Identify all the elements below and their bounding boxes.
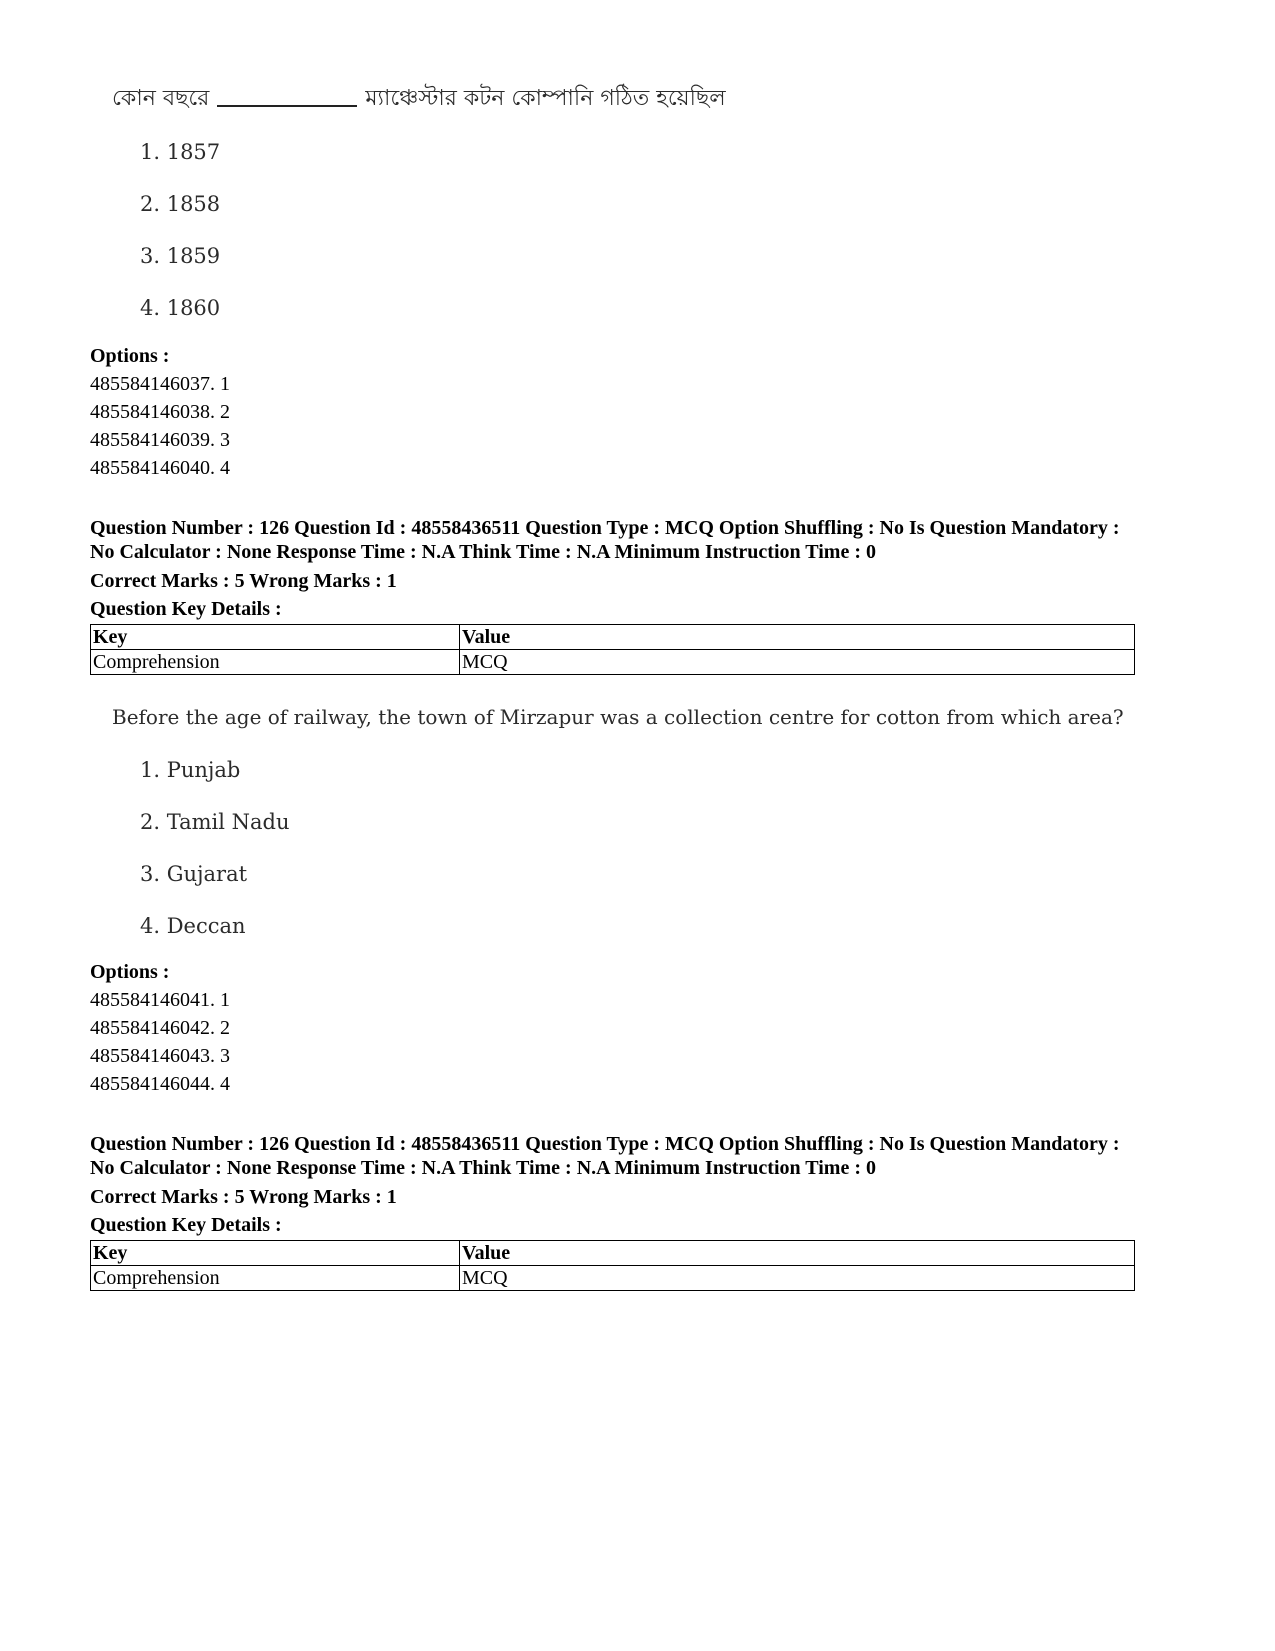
table-cell-key: Comprehension bbox=[91, 1266, 460, 1291]
option-item: 485584146038. 2 bbox=[90, 401, 230, 423]
question-3-meta bbox=[90, 1132, 1185, 1240]
question-1-choice: 4. 1860 bbox=[140, 296, 221, 320]
question-3-key-table bbox=[90, 1240, 1135, 1291]
question-1-text bbox=[112, 84, 726, 114]
question-1-choice: 3. 1859 bbox=[140, 244, 221, 268]
question-2-choices bbox=[112, 756, 1124, 940]
question-2-meta bbox=[90, 516, 1185, 624]
question-2-choice: 1. Punjab bbox=[140, 758, 241, 782]
question-1-choice: 1. 1857 bbox=[140, 140, 221, 164]
question-1-text-after: ম্যাঞ্চেস্টার কটন কোম্পানি গঠিত হয়েছিল bbox=[365, 86, 726, 111]
question-2-choice: 3. Gujarat bbox=[140, 862, 248, 886]
question-1-blank bbox=[217, 104, 357, 107]
question-meta-line-1: Question Number : 126 Question Id : 48558436511 Question Type : MCQ Option Shuffling : No Is Question Mandatory : bbox=[90, 517, 1120, 539]
question-key-details-label: Question Key Details : bbox=[90, 1214, 282, 1236]
table-header-row bbox=[91, 1241, 1135, 1266]
table-header-value: Value bbox=[460, 625, 1135, 650]
table-header-value: Value bbox=[460, 1241, 1135, 1266]
option-item: 485584146044. 4 bbox=[90, 1073, 230, 1095]
question-2-choice: 2. Tamil Nadu bbox=[140, 810, 290, 834]
question-1-text-before: কোন বছরে bbox=[112, 86, 210, 111]
option-item: 485584146040. 4 bbox=[90, 457, 230, 479]
table-header-row bbox=[91, 625, 1135, 650]
option-item: 485584146039. 3 bbox=[90, 429, 230, 451]
question-meta-line-1: Question Number : 126 Question Id : 48558436511 Question Type : MCQ Option Shuffling : No Is Question Mandatory : bbox=[90, 1133, 1120, 1155]
question-key-details-label: Question Key Details : bbox=[90, 598, 282, 620]
option-item: 485584146042. 2 bbox=[90, 1017, 230, 1039]
question-1-image bbox=[112, 84, 726, 322]
question-2-image bbox=[112, 702, 1124, 940]
table-row bbox=[91, 1266, 1135, 1291]
question-marks: Correct Marks : 5 Wrong Marks : 1 bbox=[90, 1186, 397, 1208]
question-1-options bbox=[90, 342, 230, 482]
options-label: Options : bbox=[90, 961, 170, 983]
question-2-text: Before the age of railway, the town of Mirzapur was a collection centre for cotton from which area? bbox=[112, 705, 1124, 729]
question-meta-line-2: No Calculator : None Response Time : N.A Think Time : N.A Minimum Instruction Time : 0 bbox=[90, 1157, 876, 1179]
question-1-choices bbox=[112, 138, 726, 322]
table-cell-value: MCQ bbox=[460, 650, 1135, 675]
table-cell-key: Comprehension bbox=[91, 650, 460, 675]
question-1-choice: 2. 1858 bbox=[140, 192, 221, 216]
option-item: 485584146041. 1 bbox=[90, 989, 230, 1011]
question-2-choice: 4. Deccan bbox=[140, 914, 246, 938]
question-2-options bbox=[90, 958, 230, 1098]
table-header-key: Key bbox=[91, 1241, 460, 1266]
question-meta-line-2: No Calculator : None Response Time : N.A Think Time : N.A Minimum Instruction Time : 0 bbox=[90, 541, 876, 563]
table-header-key: Key bbox=[91, 625, 460, 650]
options-label: Options : bbox=[90, 345, 170, 367]
question-marks: Correct Marks : 5 Wrong Marks : 1 bbox=[90, 570, 397, 592]
option-item: 485584146043. 3 bbox=[90, 1045, 230, 1067]
question-2-key-table bbox=[90, 624, 1135, 675]
option-item: 485584146037. 1 bbox=[90, 373, 230, 395]
table-row bbox=[91, 650, 1135, 675]
table-cell-value: MCQ bbox=[460, 1266, 1135, 1291]
